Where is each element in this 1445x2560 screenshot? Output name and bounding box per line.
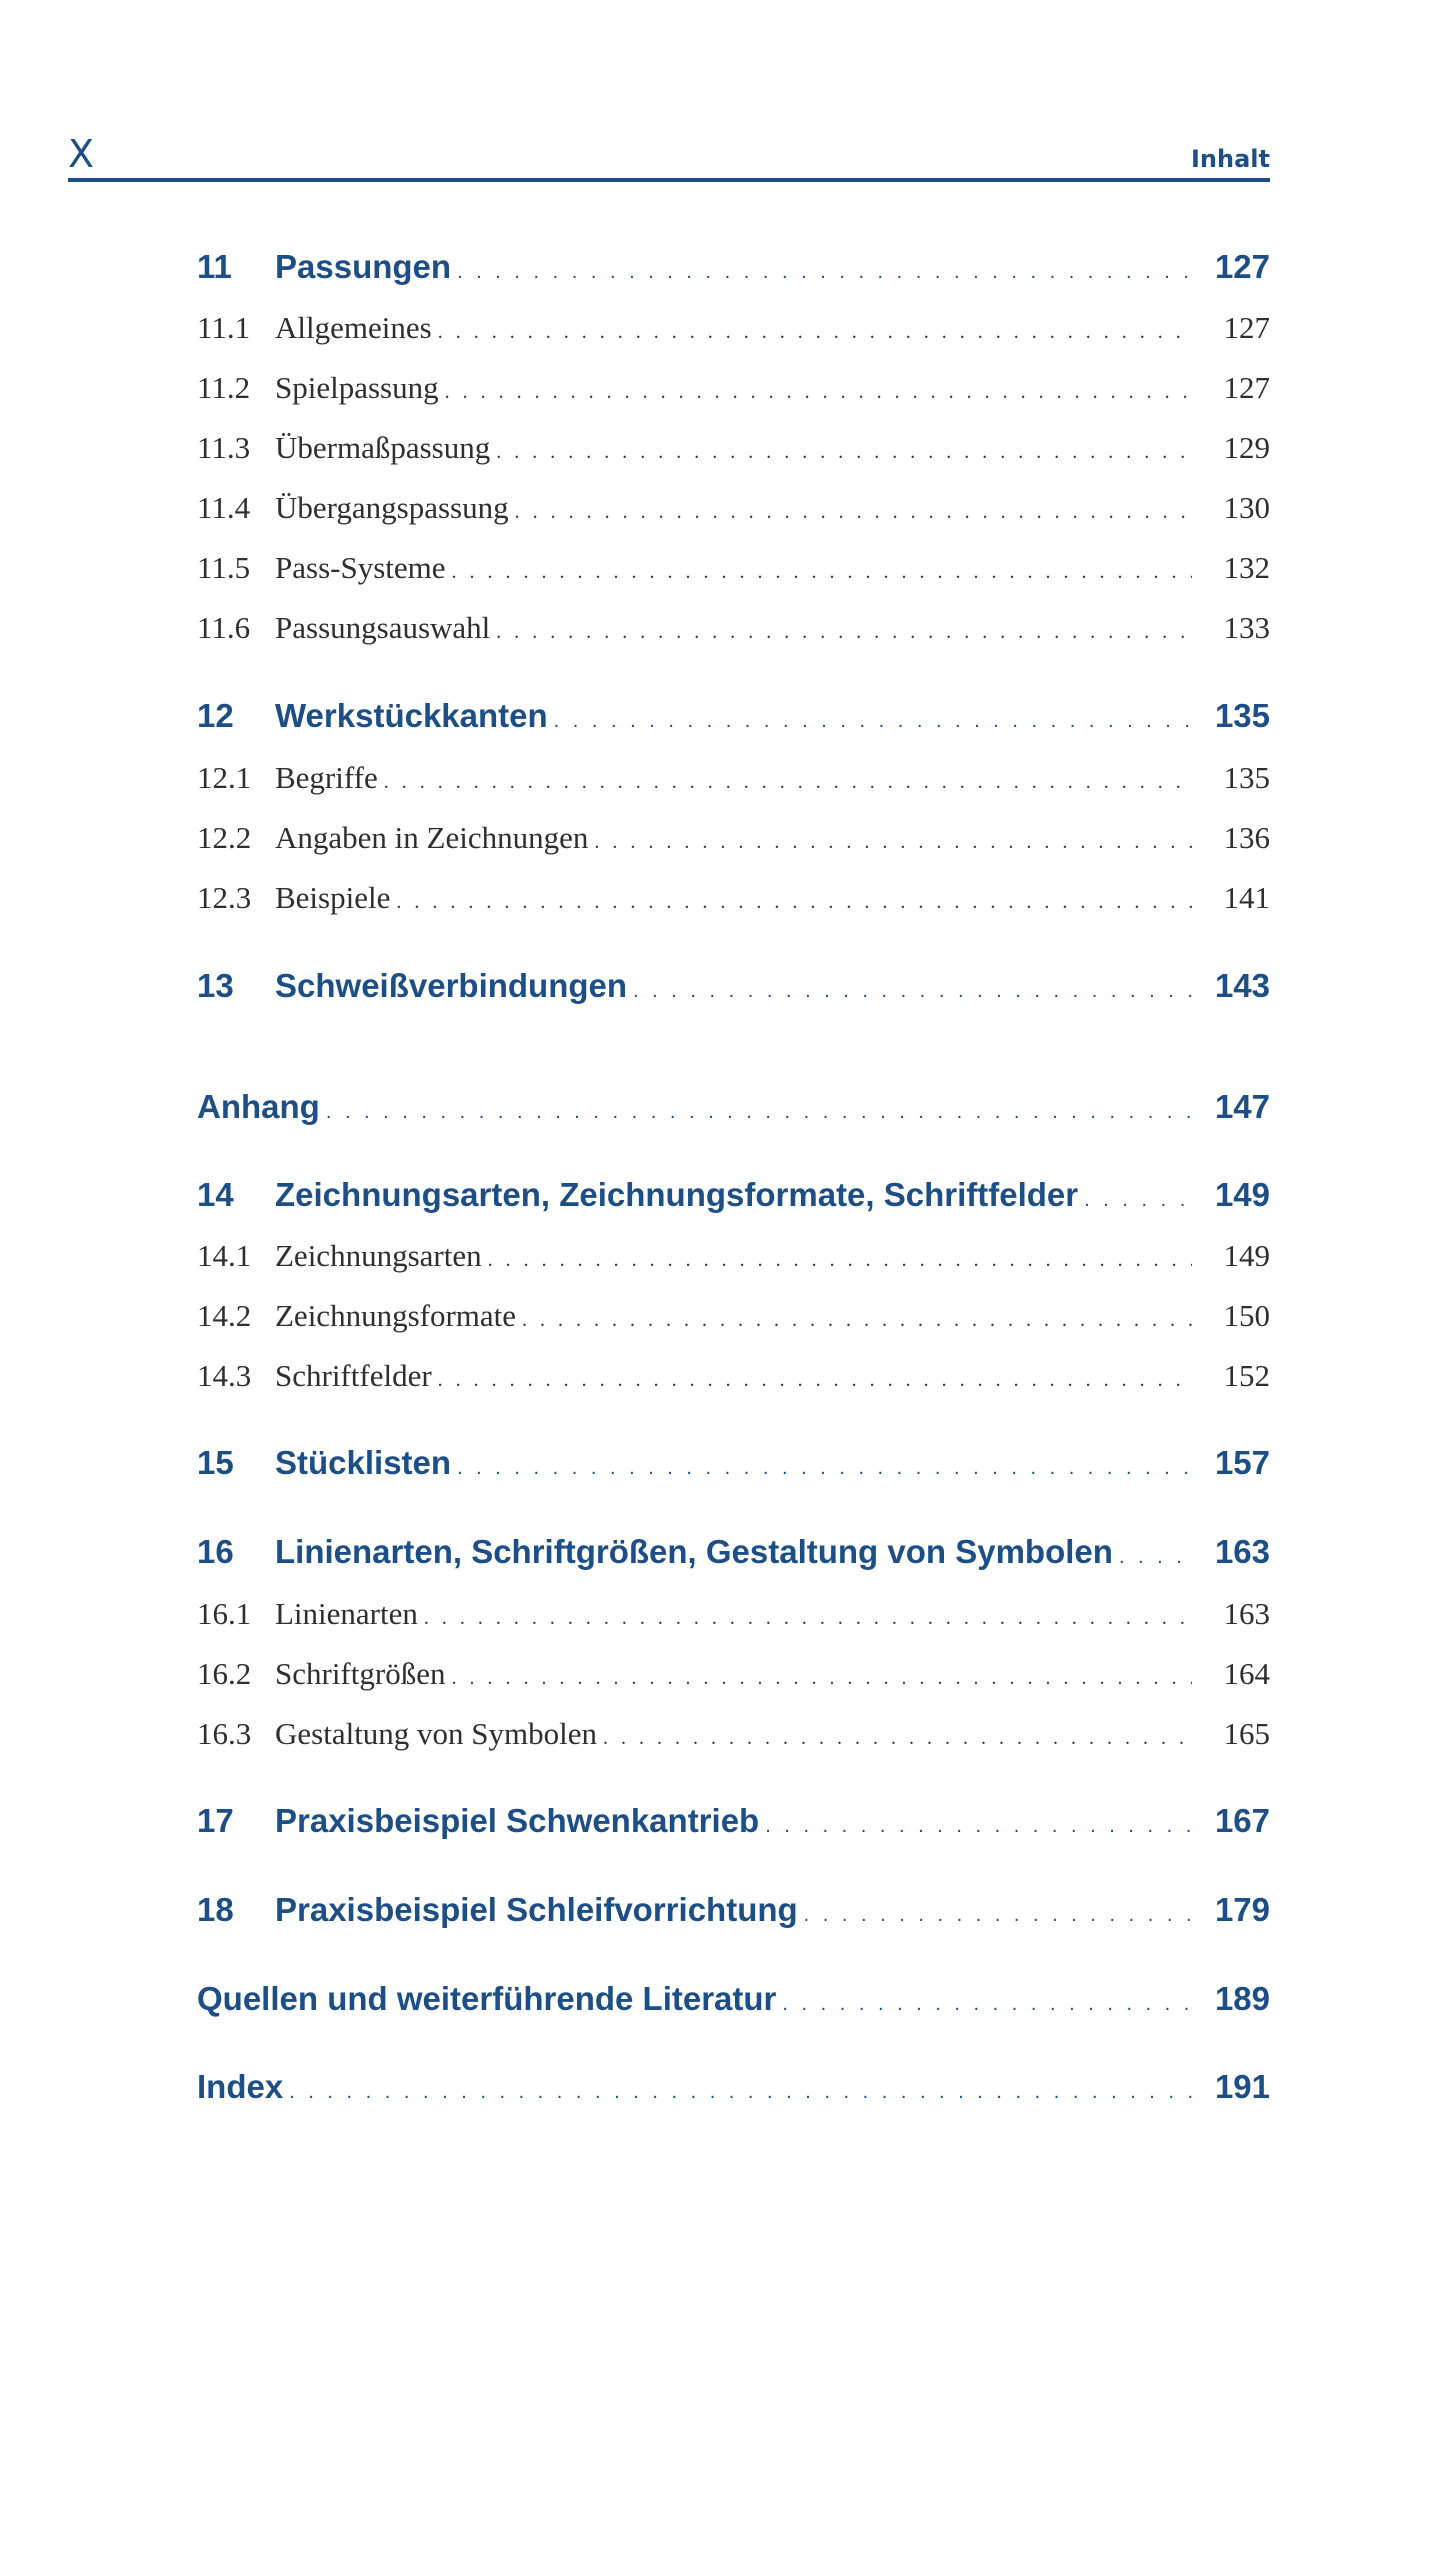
toc-chapter-entry[interactable] — [197, 248, 1270, 292]
toc-entry-page: 191 — [1214, 2068, 1270, 2105]
toc-entry-title: Stücklisten — [275, 1444, 452, 1481]
toc-entry-number: 15 — [197, 1444, 234, 1481]
toc-entry-page: 127 — [1214, 248, 1270, 285]
toc-section-entry[interactable] — [197, 820, 1270, 860]
toc-entry-number: 17 — [197, 1802, 234, 1839]
toc-entry-title: Begriffe — [275, 760, 378, 795]
toc-entry-page: 132 — [1223, 550, 1270, 585]
toc-chapter-entry[interactable] — [197, 1891, 1270, 1935]
toc-section-entry[interactable] — [197, 1596, 1270, 1636]
toc-entry-page: 127 — [1223, 310, 1270, 345]
dot-leader — [515, 501, 1192, 524]
toc-entry-number: 11.2 — [197, 370, 251, 405]
dot-leader — [594, 831, 1192, 854]
toc-entry-page: 164 — [1223, 1656, 1270, 1691]
toc-entry-page: 149 — [1223, 1238, 1270, 1273]
toc-entry-number: 12.2 — [197, 820, 252, 855]
dot-leader — [765, 1815, 1192, 1838]
dot-leader — [438, 321, 1192, 344]
toc-chapter-entry[interactable] — [197, 967, 1270, 1011]
toc-entry-number: 18 — [197, 1891, 234, 1928]
toc-entry-page: 163 — [1223, 1596, 1270, 1631]
toc-entry-number: 16.1 — [197, 1596, 252, 1631]
toc-chapter-entry[interactable] — [197, 2068, 1270, 2112]
dot-leader — [782, 1993, 1192, 2016]
toc-entry-page: 165 — [1223, 1716, 1270, 1751]
toc-entry-number: 12 — [197, 697, 234, 734]
toc-chapter-entry[interactable] — [197, 1802, 1270, 1846]
toc-entry-number: 13 — [197, 967, 234, 1004]
dot-leader — [522, 1309, 1192, 1332]
dot-leader — [438, 1369, 1192, 1392]
dot-leader — [633, 980, 1192, 1003]
toc-section-entry[interactable] — [197, 1716, 1270, 1756]
toc-entry-number: 11.1 — [197, 310, 251, 345]
toc-section-entry[interactable] — [197, 1298, 1270, 1338]
toc-entry-title: Linienarten — [275, 1596, 418, 1631]
toc-entry-title: Passungen — [275, 248, 452, 285]
toc-section-entry[interactable] — [197, 310, 1270, 350]
toc-entry-number: 16.2 — [197, 1656, 252, 1691]
toc-entry-title: Anhang — [197, 1088, 320, 1125]
toc-entry-title: Praxisbeispiel Schwenkantrieb — [275, 1802, 760, 1839]
toc-entry-page: 127 — [1223, 370, 1270, 405]
toc-entry-page: 150 — [1223, 1298, 1270, 1333]
toc-chapter-entry[interactable] — [197, 1533, 1270, 1577]
toc-entry-title: Zeichnungsarten, Zeichnungsformate, Schriftfelder — [275, 1176, 1079, 1213]
toc-chapter-entry[interactable] — [197, 1088, 1270, 1132]
toc-section-entry[interactable] — [197, 610, 1270, 650]
toc-entry-title: Spielpassung — [275, 370, 439, 405]
toc-section-entry[interactable] — [197, 760, 1270, 800]
toc-entry-title: Quellen und weiterführende Literatur — [197, 1980, 777, 2017]
toc-entry-title: Allgemeines — [275, 310, 432, 345]
toc-entry-page: 136 — [1223, 820, 1270, 855]
toc-entry-title: Übermaßpassung — [275, 430, 491, 465]
toc-entry-title: Zeichnungsarten — [275, 1238, 482, 1273]
toc-entry-number: 14.3 — [197, 1358, 252, 1393]
toc-section-entry[interactable] — [197, 1656, 1270, 1696]
toc-entry-title: Schriftgrößen — [275, 1656, 446, 1691]
toc-entry-page: 133 — [1223, 610, 1270, 645]
toc-chapter-entry[interactable] — [197, 1444, 1270, 1488]
dot-leader — [1119, 1546, 1192, 1569]
toc-section-entry[interactable] — [197, 1358, 1270, 1398]
dot-leader — [424, 1607, 1192, 1630]
toc-entry-number: 14.2 — [197, 1298, 252, 1333]
toc-entry-title: Praxisbeispiel Schleifvorrichtung — [275, 1891, 798, 1928]
toc-entry-page: 135 — [1223, 760, 1270, 795]
toc-entry-title: Schweißverbindungen — [275, 967, 628, 1004]
toc-entry-page: 189 — [1214, 1980, 1270, 2017]
dot-leader — [384, 771, 1192, 794]
toc-entry-number: 11.6 — [197, 610, 251, 645]
toc-entry-page: 149 — [1214, 1176, 1270, 1213]
toc-section-entry[interactable] — [197, 1238, 1270, 1278]
toc-entry-number: 11.3 — [197, 430, 251, 465]
toc-entry-title: Passungsauswahl — [275, 610, 491, 645]
toc-section-entry[interactable] — [197, 880, 1270, 920]
toc-entry-page: 179 — [1214, 1891, 1270, 1928]
toc-chapter-entry[interactable] — [197, 1176, 1270, 1220]
dot-leader — [488, 1249, 1192, 1272]
dot-leader — [457, 1457, 1192, 1480]
toc-entry-title: Angaben in Zeichnungen — [275, 820, 589, 855]
toc-entry-number: 14.1 — [197, 1238, 252, 1273]
dot-leader — [603, 1727, 1192, 1750]
toc-entry-page: 141 — [1223, 880, 1270, 915]
toc-entry-number: 11 — [197, 248, 232, 285]
dot-leader — [452, 561, 1193, 584]
toc-entry-title: Übergangspassung — [275, 490, 509, 525]
dot-leader — [496, 621, 1192, 644]
toc-section-entry[interactable] — [197, 490, 1270, 530]
dot-leader — [554, 710, 1192, 733]
toc-entry-page: 157 — [1214, 1444, 1270, 1481]
toc-entry-number: 11.5 — [197, 550, 251, 585]
toc-entry-number: 16.3 — [197, 1716, 252, 1751]
toc-entry-title: Zeichnungsformate — [275, 1298, 517, 1333]
page-header — [68, 126, 1270, 182]
dot-leader — [326, 1101, 1192, 1124]
dot-leader — [804, 1904, 1192, 1927]
toc-entry-title: Beispiele — [275, 880, 391, 915]
toc-entry-page: 129 — [1223, 430, 1270, 465]
toc-section-entry[interactable] — [197, 370, 1270, 410]
running-title: Inhalt — [1191, 145, 1270, 173]
toc-chapter-entry[interactable] — [197, 1980, 1270, 2024]
toc-entry-number: 16 — [197, 1533, 234, 1570]
toc-chapter-entry[interactable] — [197, 697, 1270, 741]
dot-leader — [451, 1667, 1192, 1690]
toc-entry-title: Index — [197, 2068, 284, 2105]
toc-entry-number: 11.4 — [197, 490, 251, 525]
page-number: X — [68, 132, 95, 176]
toc-entry-page: 152 — [1223, 1358, 1270, 1393]
dot-leader — [457, 261, 1192, 284]
toc-entry-number: 12.1 — [197, 760, 252, 795]
toc-entry-title: Gestaltung von Symbolen — [275, 1716, 598, 1751]
toc-entry-page: 167 — [1214, 1802, 1270, 1839]
toc-entry-title: Schriftfelder — [275, 1358, 432, 1393]
toc-entry-title: Werkstückkanten — [275, 697, 548, 734]
toc-entry-number: 14 — [197, 1176, 234, 1213]
dot-leader — [1084, 1189, 1192, 1212]
toc-section-entry[interactable] — [197, 430, 1270, 470]
dot-leader — [496, 441, 1192, 464]
toc-entry-title: Pass-Systeme — [275, 550, 446, 585]
toc-entry-page: 143 — [1214, 967, 1270, 1004]
toc-entry-title: Linienarten, Schriftgrößen, Gestaltung von Symbolen — [275, 1533, 1113, 1570]
toc-entry-page: 163 — [1214, 1533, 1270, 1570]
dot-leader — [289, 2081, 1192, 2104]
toc-entry-number: 12.3 — [197, 880, 252, 915]
toc-section-entry[interactable] — [197, 550, 1270, 590]
toc-entry-page: 147 — [1214, 1088, 1270, 1125]
toc-entry-page: 135 — [1214, 697, 1270, 734]
dot-leader — [445, 381, 1192, 404]
dot-leader — [396, 891, 1192, 914]
toc-entry-page: 130 — [1223, 490, 1270, 525]
